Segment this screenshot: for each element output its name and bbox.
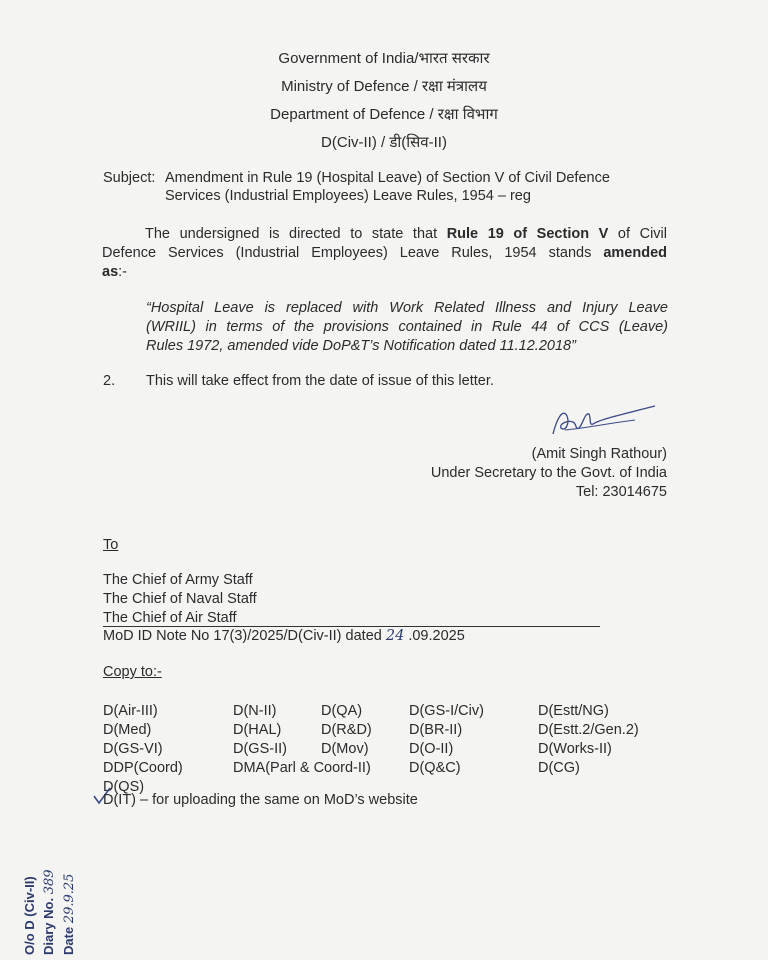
stamp-office: O/o D (Civ-II) bbox=[22, 876, 37, 955]
list-item: D(GS-I/Civ) bbox=[409, 703, 484, 719]
mod-id-note: MoD ID Note No 17(3)/2025/D(Civ-II) dated 24 .09.2025 bbox=[103, 628, 465, 644]
list-item: D(Estt/NG) bbox=[538, 703, 609, 719]
quote-line-3: Rules 1972, amended vide DoP&T’s Notification dated 11.12.2018” bbox=[146, 338, 576, 354]
list-item: D(Air-III) bbox=[103, 703, 158, 719]
copy-to-column-1 bbox=[103, 702, 183, 797]
list-item: D(HAL) bbox=[233, 722, 282, 738]
para1-line-1: The undersigned is directed to state that Rule 19 of Section V of Civil bbox=[145, 226, 667, 242]
copy-to-column-4 bbox=[409, 702, 484, 778]
para2-text: This will take effect from the date of issue of this letter. bbox=[146, 373, 494, 389]
signatory-tel: Tel: 23014675 bbox=[575, 484, 667, 500]
list-item: DDP(Coord) bbox=[103, 760, 183, 776]
list-item: D(O-II) bbox=[409, 741, 454, 757]
list-item: DMA(Parl & Coord-II) bbox=[233, 760, 371, 776]
list-item: D(Estt.2/Gen.2) bbox=[538, 722, 639, 738]
stamp-diary: Diary No. 389 bbox=[41, 869, 57, 955]
list-item: D(Works-II) bbox=[538, 741, 612, 757]
quote-line-2: (WRIIL) in terms of the provisions contained in Rule 44 of CCS (Leave) bbox=[146, 319, 668, 335]
para2-number: 2. bbox=[103, 373, 116, 389]
signatory-name: (Amit Singh Rathour) bbox=[531, 446, 667, 462]
copy-to-column-3 bbox=[321, 702, 372, 759]
list-item: D(GS-II) bbox=[233, 741, 287, 757]
note-handwritten-day: 24 bbox=[385, 628, 405, 644]
header-ministry: Ministry of Defence / रक्षा मंत्रालय bbox=[281, 78, 487, 95]
to-label: To bbox=[103, 537, 119, 553]
list-item: D(QA) bbox=[321, 703, 363, 719]
list-item: D(Mov) bbox=[321, 741, 369, 757]
list-item: D(BR-II) bbox=[409, 722, 463, 738]
divider-line bbox=[103, 626, 600, 627]
subject-line-1: Amendment in Rule 19 (Hospital Leave) of Section V of Civil Defence bbox=[165, 170, 610, 186]
copy-to-label: Copy to:- bbox=[103, 664, 162, 680]
header-section: D(Civ-II) / डी(सिव-II) bbox=[321, 134, 447, 151]
stamp-date: Date 29.9.25 bbox=[61, 873, 77, 955]
subject-label: Subject: bbox=[103, 170, 156, 186]
list-item: D(CG) bbox=[538, 760, 580, 776]
subject-line-2: Services (Industrial Employees) Leave Rules, 1954 – reg bbox=[165, 188, 531, 204]
list-item: D(GS-VI) bbox=[103, 741, 163, 757]
signatory-designation: Under Secretary to the Govt. of India bbox=[430, 465, 667, 481]
quote-line-1: “Hospital Leave is replaced with Work Related Illness and Injury Leave bbox=[146, 300, 668, 316]
recipient-naval: The Chief of Naval Staff bbox=[103, 591, 257, 607]
signature bbox=[545, 398, 660, 444]
header-government: Government of India/भारत सरकार bbox=[278, 50, 490, 67]
header-department: Department of Defence / रक्षा विभाग bbox=[270, 106, 498, 123]
copy-to-it-line: D(IT) – for uploading the same on MoD’s website bbox=[103, 792, 418, 808]
list-item: D(Med) bbox=[103, 722, 152, 738]
para1-line-3: as:- bbox=[102, 264, 127, 280]
recipient-air: The Chief of Air Staff bbox=[103, 610, 237, 626]
list-item: D(Q&C) bbox=[409, 760, 461, 776]
recipient-army: The Chief of Army Staff bbox=[103, 572, 253, 588]
list-item: D(R&D) bbox=[321, 722, 372, 738]
copy-to-column-5 bbox=[538, 702, 639, 778]
list-item: D(N-II) bbox=[233, 703, 277, 719]
list-item: D(QS) bbox=[103, 779, 145, 795]
para1-line-2: Defence Services (Industrial Employees) Leave Rules, 1954 stands amended bbox=[102, 245, 667, 261]
diary-stamp bbox=[20, 795, 82, 955]
